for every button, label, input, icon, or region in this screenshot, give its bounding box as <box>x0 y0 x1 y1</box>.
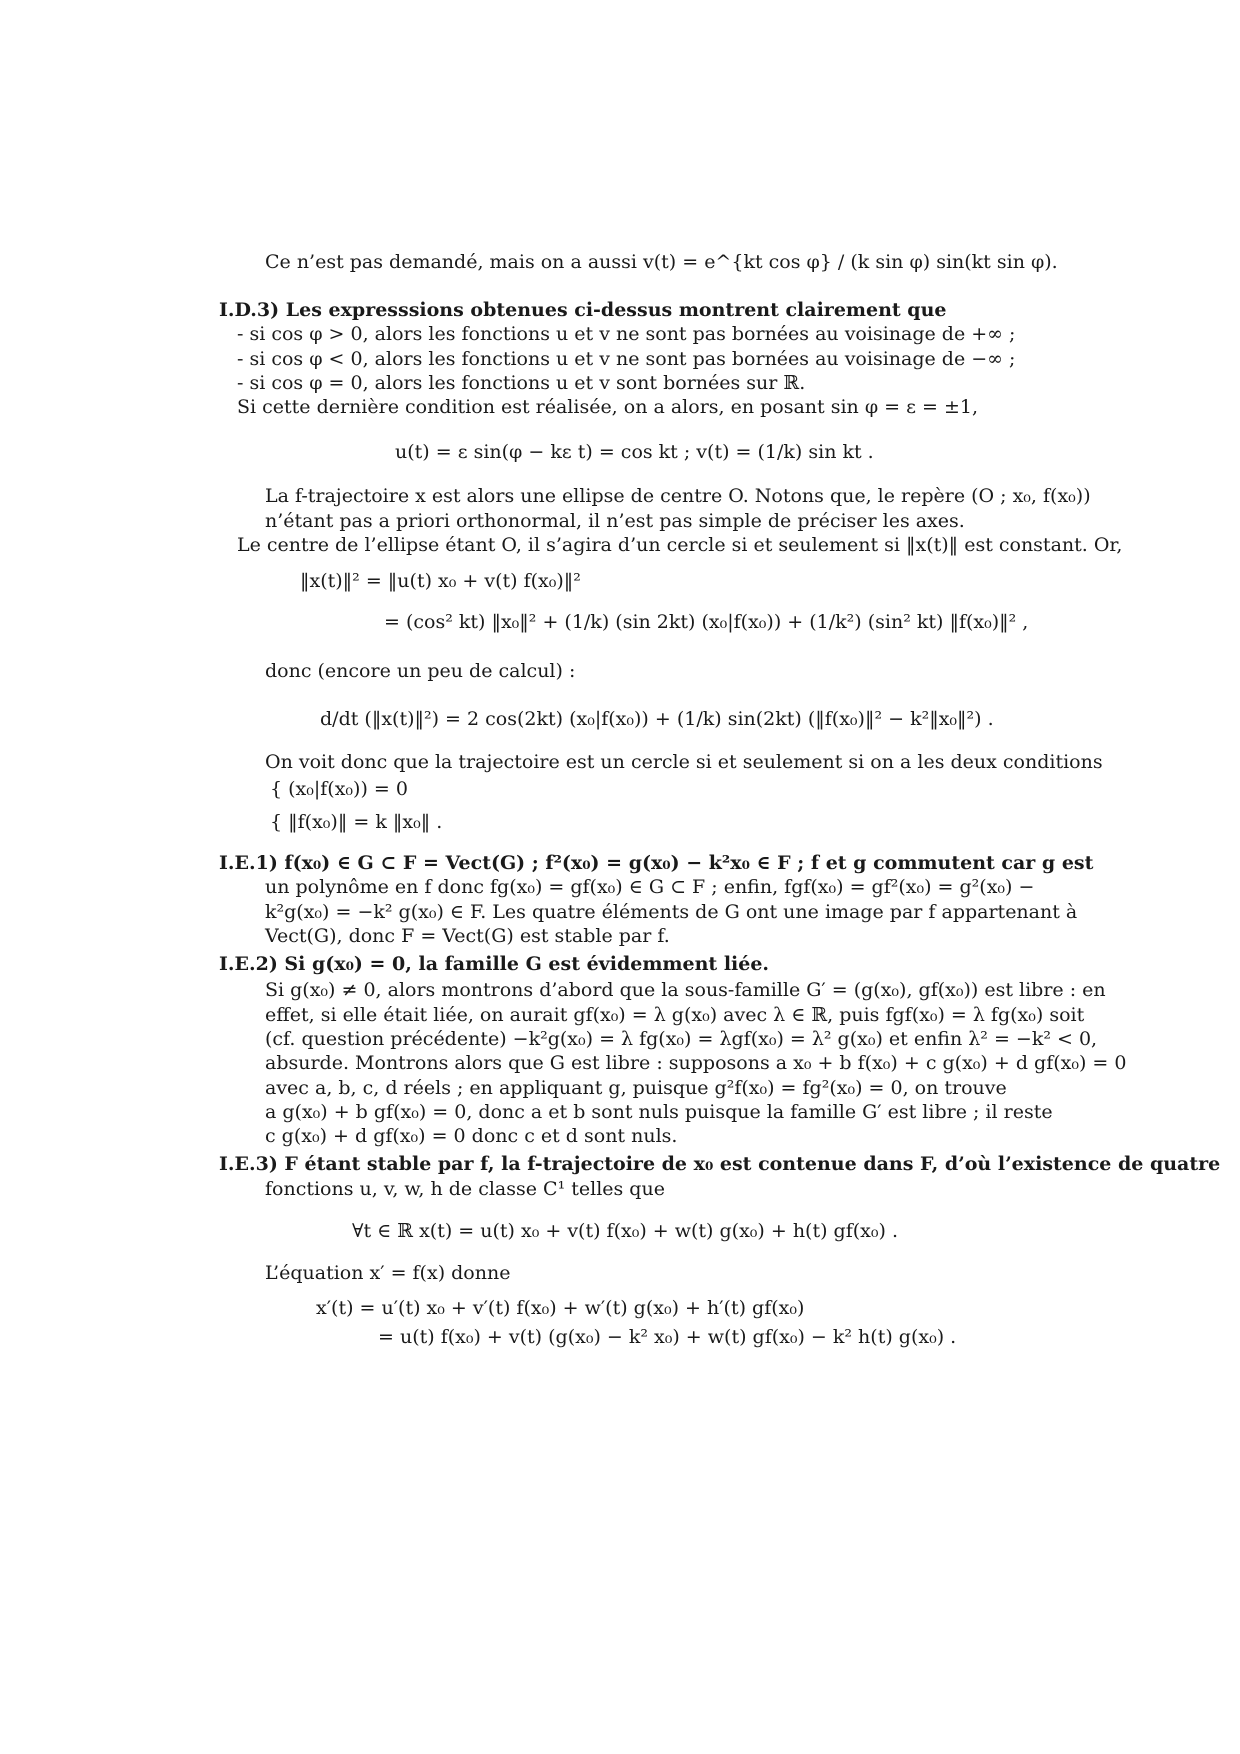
text-line: u(t) = ε sin(φ − kε t) = cos kt ; v(t) = (1/k) sin kt . <box>395 441 874 463</box>
text-line: - si cos φ < 0, alors les fonctions u et v ne sont pas bornées au voisinage de −∞ ; <box>237 348 1016 370</box>
text-line: = (cos² kt) ‖x₀‖² + (1/k) (sin 2kt) (x₀|f(x₀)) + (1/k²) (sin² kt) ‖f(x₀)‖² , <box>384 611 1029 633</box>
text-line: k²g(x₀) = −k² g(x₀) ∈ F. Les quatre éléments de G ont une image par f appartenant à <box>265 901 1078 923</box>
text-line: Le centre de l’ellipse étant O, il s’agira d’un cercle si et seulement si ‖x(t)‖ est constant. Or, <box>237 534 1123 556</box>
text-line: I.E.1) f(x₀) ∈ G ⊂ F = Vect(G) ; f²(x₀) = g(x₀) − k²x₀ ∈ F ; f et g commutent car g est <box>219 852 1094 874</box>
text-line: On voit donc que la trajectoire est un cercle si et seulement si on a les deux conditions <box>265 751 1103 773</box>
text-line: fonctions u, v, w, h de classe C¹ telles que <box>265 1178 665 1200</box>
text-line: x′(t) = u′(t) x₀ + v′(t) f(x₀) + w′(t) g(x₀) + h′(t) gf(x₀) <box>316 1297 805 1319</box>
text-line: Ce n’est pas demandé, mais on a aussi v(t) = e^{kt cos φ} / (k sin φ) sin(kt sin φ). <box>265 251 1058 273</box>
text-line: c g(x₀) + d gf(x₀) = 0 donc c et d sont nuls. <box>265 1125 678 1147</box>
text-line: (cf. question précédente) −k²g(x₀) = λ fg(x₀) = λgf(x₀) = λ² g(x₀) et enfin λ² = −k² < 0, <box>265 1028 1098 1050</box>
text-line: Si cette dernière condition est réalisée, on a alors, en posant sin φ = ε = ±1, <box>237 396 979 418</box>
text-line: I.E.2) Si g(x₀) = 0, la famille G est évidemment liée. <box>219 953 770 975</box>
text-line: a g(x₀) + b gf(x₀) = 0, donc a et b sont nuls puisque la famille G′ est libre ; il reste <box>265 1101 1053 1123</box>
text-line: { (x₀|f(x₀)) = 0 <box>270 778 408 800</box>
text-line: La f-trajectoire x est alors une ellipse de centre O. Notons que, le repère (O ; x₀, f(x₀)) <box>265 485 1091 507</box>
text-line: un polynôme en f donc fg(x₀) = gf(x₀) ∈ G ⊂ F ; enfin, fgf(x₀) = gf²(x₀) = g²(x₀) − <box>265 876 1035 898</box>
text-line: { ‖f(x₀)‖ = k ‖x₀‖ . <box>270 811 443 833</box>
text-line: - si cos φ > 0, alors les fonctions u et v ne sont pas bornées au voisinage de +∞ ; <box>237 323 1016 345</box>
text-line: Si g(x₀) ≠ 0, alors montrons d’abord que la sous-famille G′ = (g(x₀), gf(x₀)) est libre : en <box>265 979 1106 1001</box>
text-line: I.D.3) Les expresssions obtenues ci-dessus montrent clairement que <box>219 299 947 321</box>
text-line: absurde. Montrons alors que G est libre : supposons a x₀ + b f(x₀) + c g(x₀) + d gf(x₀) = 0 <box>265 1052 1127 1074</box>
text-line: ‖x(t)‖² = ‖u(t) x₀ + v(t) f(x₀)‖² <box>300 570 581 592</box>
text-line: avec a, b, c, d réels ; en appliquant g, puisque g²f(x₀) = fg²(x₀) = 0, on trouve <box>265 1077 1007 1099</box>
text-line: ∀t ∈ ℝ x(t) = u(t) x₀ + v(t) f(x₀) + w(t) g(x₀) + h(t) gf(x₀) . <box>352 1220 898 1242</box>
text-line: effet, si elle était liée, on aurait gf(x₀) = λ g(x₀) avec λ ∈ ℝ, puis fgf(x₀) = λ fg(x₀) soit <box>265 1004 1085 1026</box>
text-line: - si cos φ = 0, alors les fonctions u et v sont bornées sur ℝ. <box>237 372 806 394</box>
text-line: L’équation x′ = f(x) donne <box>265 1262 511 1284</box>
text-line: = u(t) f(x₀) + v(t) (g(x₀) − k² x₀) + w(t) gf(x₀) − k² h(t) g(x₀) . <box>378 1326 957 1348</box>
text-line: I.E.3) F étant stable par f, la f-trajectoire de x₀ est contenue dans F, d’où l’existence de quatre <box>219 1153 1221 1175</box>
text-line: Vect(G), donc F = Vect(G) est stable par f. <box>265 925 670 947</box>
text-line: n’étant pas a priori orthonormal, il n’est pas simple de préciser les axes. <box>265 510 965 532</box>
text-line: d/dt (‖x(t)‖²) = 2 cos(2kt) (x₀|f(x₀)) + (1/k) sin(2kt) (‖f(x₀)‖² − k²‖x₀‖²) . <box>320 708 994 730</box>
text-line: donc (encore un peu de calcul) : <box>265 660 576 682</box>
